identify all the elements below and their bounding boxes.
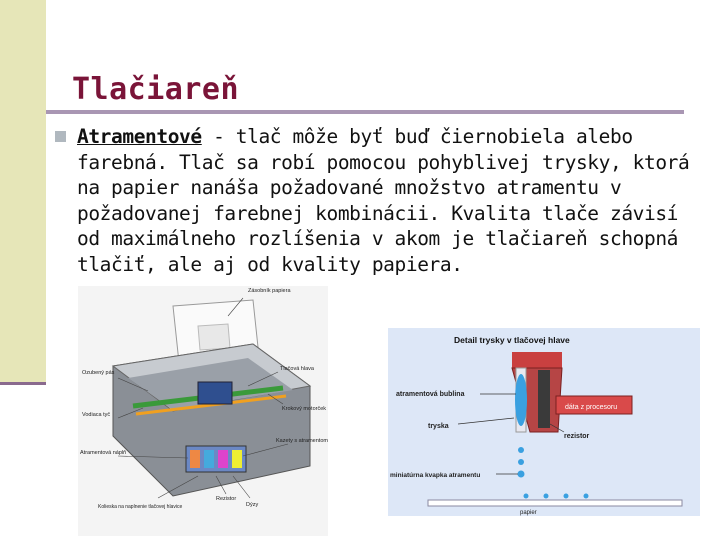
- bullet-body-text: - tlač môže byť buď čiernobiela alebo farebná. Tlač sa robí pomocou pohyblivej trysky, ktorá na papier nanáša požadované množstvo atramentu v požadovanej farebnej kombinácii. Kvalita tlače závisí od maximálneho rozlíšenia v akom je tlačiareň schopná tlačiť, ale aj od kvality papiera.: [77, 125, 690, 276]
- ink-drop: [518, 471, 525, 478]
- bullet-paragraph: [77, 124, 709, 277]
- bullet-keyword: Atramentové: [77, 125, 202, 148]
- ink-drop: [518, 459, 524, 465]
- bullet-marker: [55, 131, 66, 142]
- resistor-shape: [538, 370, 550, 428]
- ink-dot: [564, 494, 569, 499]
- label-kvapka: miniatúrna kvapka atramentu: [390, 472, 481, 479]
- leader-line: [458, 418, 514, 424]
- cartridge-color-2: [204, 450, 214, 468]
- label-krokovy: Krokový motorček: [282, 406, 327, 412]
- printer-illustration: [78, 286, 328, 536]
- label-papier: papier: [520, 510, 537, 516]
- paper-shape: [428, 500, 682, 506]
- ink-dot: [584, 494, 589, 499]
- nozzle-illustration: [388, 328, 700, 516]
- label-rezistor: Rezistor: [216, 496, 237, 502]
- label-ozubeny: Ozubený pás: [82, 370, 115, 376]
- label-kazety: Kazety s atramentom: [276, 438, 328, 444]
- ink-bubble-shape: [515, 374, 527, 426]
- label-rezistor-detail: rezistor: [564, 433, 590, 440]
- paper-arrow-shape: [198, 324, 230, 350]
- ink-dot: [524, 494, 529, 499]
- label-atramentova-napln: Atramentová náplň: [80, 450, 127, 456]
- nozzle-top-shape: [512, 352, 562, 368]
- label-zasobnik: Zásobník papiera: [248, 288, 291, 294]
- detail-title: Detail trysky v tlačovej hlave: [454, 335, 570, 345]
- label-dyzy: Dýzy: [246, 502, 259, 508]
- left-accent-band-edge: [0, 382, 46, 385]
- title-underline-rule: [46, 110, 684, 114]
- ink-drop: [518, 447, 524, 453]
- left-accent-band: [0, 0, 46, 382]
- label-data-z-procesoru: dáta z procesoru: [565, 404, 618, 411]
- ink-dot: [544, 494, 549, 499]
- label-atramentova-bublina: atramentová bublina: [396, 391, 465, 398]
- cartridge-color-4: [232, 450, 242, 468]
- slide-title: Tlačiareň: [72, 72, 240, 107]
- nozzle-detail-diagram: [388, 328, 700, 516]
- cartridge-color-3: [218, 450, 228, 468]
- label-tlacova: Tlačová hlava: [280, 366, 314, 372]
- cartridge-color-1: [190, 450, 200, 468]
- print-head-shape: [198, 382, 232, 404]
- label-vodiaca: Vodiaca tyč: [82, 412, 111, 418]
- label-tryska: tryska: [428, 423, 449, 430]
- printer-diagram: [78, 286, 328, 536]
- label-kolieska: Kolieska na naplnenie tlačovej hlavice: [98, 504, 183, 510]
